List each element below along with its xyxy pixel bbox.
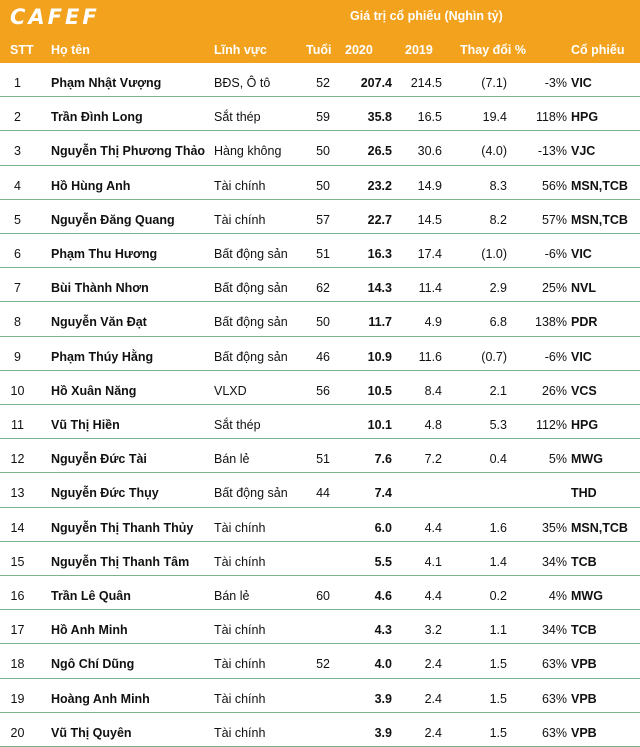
age: 51	[316, 452, 330, 467]
person-name: Nguyễn Văn Đạt	[51, 315, 147, 330]
percent-change: 5%	[548, 452, 567, 467]
table-row	[0, 542, 640, 576]
value-2019: 30.6	[417, 144, 442, 159]
stock-ticker: PDR	[571, 315, 598, 330]
percent-change: 63%	[541, 725, 567, 740]
value-2020: 4.6	[374, 589, 392, 603]
person-name: Ngô Chí Dũng	[51, 657, 135, 672]
row-number: 11	[11, 418, 24, 432]
percent-change: -13%	[537, 144, 567, 159]
stock-ticker: MWG	[571, 452, 603, 467]
value-2020: 7.6	[374, 452, 392, 467]
value-change: 19.4	[482, 110, 507, 125]
stock-ticker: VJC	[571, 144, 596, 159]
value-2020: 10.9	[367, 349, 392, 364]
stock-ticker: VPB	[571, 691, 597, 706]
person-name: Phạm Thúy Hằng	[51, 349, 154, 364]
age: 52	[316, 657, 330, 672]
value-2020: 3.9	[374, 691, 392, 706]
sector: Tài chính	[214, 623, 266, 638]
value-2020: 4.3	[374, 623, 392, 638]
value-2020: 4.0	[374, 657, 392, 672]
sector: Tài chính	[214, 657, 266, 672]
value-2020: 3.9	[374, 725, 392, 740]
age: 50	[316, 315, 330, 330]
value-change: 1.6	[489, 520, 507, 535]
row-number: 15	[10, 554, 25, 569]
sector: Bất động sản	[214, 315, 288, 330]
percent-change: 56%	[541, 178, 567, 193]
value-change: 2.1	[489, 383, 507, 398]
table-row	[0, 166, 640, 200]
value-change: 1.5	[489, 657, 507, 672]
stock-ticker: HPG	[571, 418, 599, 432]
value-2019: 2.4	[424, 657, 442, 672]
table-row	[0, 200, 640, 234]
value-2020: 5.5	[374, 554, 392, 569]
percent-change: 25%	[541, 281, 567, 296]
sector: BĐS, Ô tô	[214, 76, 271, 90]
age: 56	[316, 383, 330, 398]
person-name: Trần Lê Quân	[51, 589, 131, 603]
row-number: 20	[10, 725, 25, 740]
table-row	[0, 302, 640, 336]
row-number: 5	[14, 212, 21, 227]
value-2019: 4.8	[424, 418, 442, 432]
value-2019: 14.9	[417, 178, 442, 193]
header-age: Tuổi	[306, 43, 332, 57]
row-number: 3	[14, 144, 21, 159]
sector: Bán lẻ	[214, 452, 250, 467]
percent-change: 57%	[541, 212, 567, 227]
value-change: 2.9	[489, 281, 507, 296]
percent-change: 63%	[541, 657, 567, 672]
percent-change: 63%	[541, 691, 567, 706]
sector: Bất động sản	[214, 349, 288, 364]
table-row	[0, 131, 640, 165]
value-change: (4.0)	[481, 144, 507, 159]
group-title: Giá trị cổ phiếu (Nghìn tỷ)	[350, 9, 503, 23]
row-number: 9	[14, 349, 21, 364]
stock-ticker: TCB	[571, 554, 597, 569]
header-ticker: Cổ phiếu	[571, 43, 625, 57]
table-row	[0, 268, 640, 302]
value-change: 8.3	[489, 178, 507, 193]
age: 57	[316, 212, 330, 227]
header-field: Lĩnh vực	[214, 43, 267, 57]
percent-change: -6%	[544, 349, 567, 364]
person-name: Phạm Thu Hương	[51, 247, 158, 261]
row-number: 2	[14, 110, 21, 125]
value-2019: 11.6	[418, 349, 442, 364]
value-2019: 214.5	[410, 76, 442, 90]
sector: Sắt thép	[214, 110, 261, 125]
person-name: Vũ Thị Quyên	[51, 725, 132, 740]
stock-ticker: VIC	[571, 247, 592, 261]
person-name: Vũ Thị Hiền	[51, 418, 120, 432]
table-row	[0, 473, 640, 507]
value-2020: 14.3	[367, 281, 392, 296]
value-2020: 26.5	[367, 144, 392, 159]
value-change: 1.4	[489, 554, 507, 569]
value-2019: 8.4	[424, 383, 442, 398]
value-2020: 11.7	[368, 315, 392, 330]
person-name: Bùi Thành Nhơn	[51, 281, 149, 296]
table-header	[0, 0, 640, 63]
row-number: 18	[10, 657, 25, 672]
value-2019: 3.2	[424, 623, 442, 638]
value-2019: 16.5	[417, 110, 442, 125]
value-2020: 7.4	[374, 486, 392, 501]
percent-change: 112%	[535, 418, 567, 432]
row-number: 12	[10, 452, 25, 467]
age: 50	[316, 178, 330, 193]
value-2020: 10.1	[367, 418, 392, 432]
table-row	[0, 97, 640, 131]
sector: Bất động sản	[214, 281, 288, 296]
value-change: 1.5	[489, 725, 507, 740]
value-change: 0.2	[489, 589, 507, 603]
value-2020: 16.3	[367, 247, 392, 261]
stock-ticker: HPG	[571, 110, 599, 125]
person-name: Nguyễn Thị Thanh Tâm	[51, 554, 190, 569]
stock-ticker: VPB	[571, 725, 597, 740]
percent-change: 35%	[541, 520, 567, 535]
stock-ticker: VCS	[571, 383, 597, 398]
sector: Sắt thép	[214, 418, 261, 432]
row-number: 4	[14, 178, 21, 193]
person-name: Hồ Anh Minh	[51, 623, 128, 638]
value-2019: 4.9	[424, 315, 442, 330]
percent-change: 4%	[548, 589, 567, 603]
table-row	[0, 713, 640, 747]
sector: VLXD	[214, 383, 247, 398]
stock-ticker: MSN,TCB	[571, 212, 628, 227]
person-name: Nguyễn Thị Phương Thảo	[51, 144, 206, 159]
stock-ticker: VPB	[571, 657, 597, 672]
person-name: Hoàng Anh Minh	[51, 691, 150, 706]
value-change: 1.5	[489, 691, 507, 706]
value-2019: 17.4	[417, 247, 442, 261]
header-stt: STT	[10, 43, 34, 57]
person-name: Hồ Hùng Anh	[51, 178, 131, 193]
table-row	[0, 576, 640, 610]
age: 44	[316, 486, 330, 501]
age: 59	[316, 110, 330, 125]
value-2020: 10.5	[367, 383, 392, 398]
table-row	[0, 63, 640, 97]
sector: Bất động sản	[214, 486, 288, 501]
value-2020: 23.2	[367, 178, 392, 193]
header-2020: 2020	[345, 43, 373, 57]
table-row	[0, 337, 640, 371]
percent-change: -6%	[544, 247, 567, 261]
value-2019: 4.4	[424, 520, 442, 535]
age: 62	[316, 281, 330, 296]
value-2020: 207.4	[360, 76, 392, 90]
stock-ticker: MSN,TCB	[571, 520, 628, 535]
value-2019: 4.1	[424, 554, 442, 569]
value-change: (1.0)	[481, 247, 507, 261]
table-row	[0, 610, 640, 644]
header-change: Thay đổi %	[460, 43, 526, 57]
sector: Tài chính	[214, 691, 266, 706]
cafef-logo: CAFEF	[10, 5, 100, 29]
percent-change: 34%	[541, 554, 567, 569]
stock-ticker: VIC	[571, 76, 592, 90]
age: 52	[316, 76, 330, 90]
row-number: 16	[10, 589, 25, 603]
value-2020: 22.7	[367, 212, 392, 227]
percent-change: -3%	[544, 76, 567, 90]
row-number: 1	[14, 76, 21, 90]
percent-change: 138%	[535, 315, 567, 330]
sector: Bất động sản	[214, 247, 288, 261]
value-2019: 2.4	[424, 725, 442, 740]
value-change: (0.7)	[481, 349, 507, 364]
row-number: 13	[10, 486, 25, 501]
age: 60	[316, 589, 330, 603]
sector: Tài chính	[214, 554, 266, 569]
table-row	[0, 508, 640, 542]
sector: Hàng không	[214, 144, 282, 159]
value-2020: 35.8	[367, 110, 392, 125]
header-2019: 2019	[405, 43, 433, 57]
value-2019: 4.4	[424, 589, 442, 603]
person-name: Nguyễn Đức Tài	[51, 452, 147, 467]
row-number: 17	[10, 623, 25, 638]
value-change: 8.2	[489, 212, 507, 227]
person-name: Nguyễn Đăng Quang	[51, 212, 175, 227]
percent-change: 34%	[541, 623, 567, 638]
header-name: Họ tên	[51, 43, 90, 57]
value-2019: 11.4	[418, 281, 442, 296]
value-change: 5.3	[489, 418, 507, 432]
value-2019: 14.5	[417, 212, 442, 227]
percent-change: 118%	[535, 110, 567, 125]
stock-ticker: VIC	[571, 349, 592, 364]
stock-ticker: THD	[571, 486, 597, 501]
person-name: Nguyễn Đức Thụy	[51, 486, 159, 501]
person-name: Phạm Nhật Vượng	[51, 76, 162, 90]
age: 51	[316, 247, 330, 261]
row-number: 19	[10, 691, 25, 706]
sector: Tài chính	[214, 520, 266, 535]
age: 50	[316, 144, 330, 159]
value-2020: 6.0	[374, 520, 392, 535]
value-2019: 2.4	[424, 691, 442, 706]
table-row	[0, 234, 640, 268]
table-row	[0, 371, 640, 405]
table-row	[0, 644, 640, 678]
row-number: 7	[14, 281, 21, 296]
value-change: 6.8	[489, 315, 507, 330]
value-change: (7.1)	[481, 76, 507, 90]
person-name: Hồ Xuân Năng	[51, 383, 137, 398]
table-row	[0, 405, 640, 439]
sector: Tài chính	[214, 212, 266, 227]
row-number: 14	[10, 520, 25, 535]
person-name: Trần Đình Long	[51, 110, 143, 125]
stock-ticker: TCB	[571, 623, 597, 638]
row-number: 10	[10, 383, 25, 398]
row-number: 8	[14, 315, 21, 330]
table-row	[0, 679, 640, 713]
value-change: 1.1	[489, 623, 507, 638]
row-number: 6	[14, 247, 21, 261]
sector: Tài chính	[214, 725, 266, 740]
stock-ticker: MSN,TCB	[571, 178, 628, 193]
stock-ticker: MWG	[571, 589, 603, 603]
table-row	[0, 439, 640, 473]
value-2019: 7.2	[424, 452, 442, 467]
sector: Tài chính	[214, 178, 266, 193]
value-change: 0.4	[489, 452, 507, 467]
age: 46	[316, 349, 330, 364]
stock-ticker: NVL	[571, 281, 596, 296]
percent-change: 26%	[541, 383, 567, 398]
person-name: Nguyễn Thị Thanh Thủy	[51, 520, 194, 535]
sector: Bán lẻ	[214, 589, 250, 603]
